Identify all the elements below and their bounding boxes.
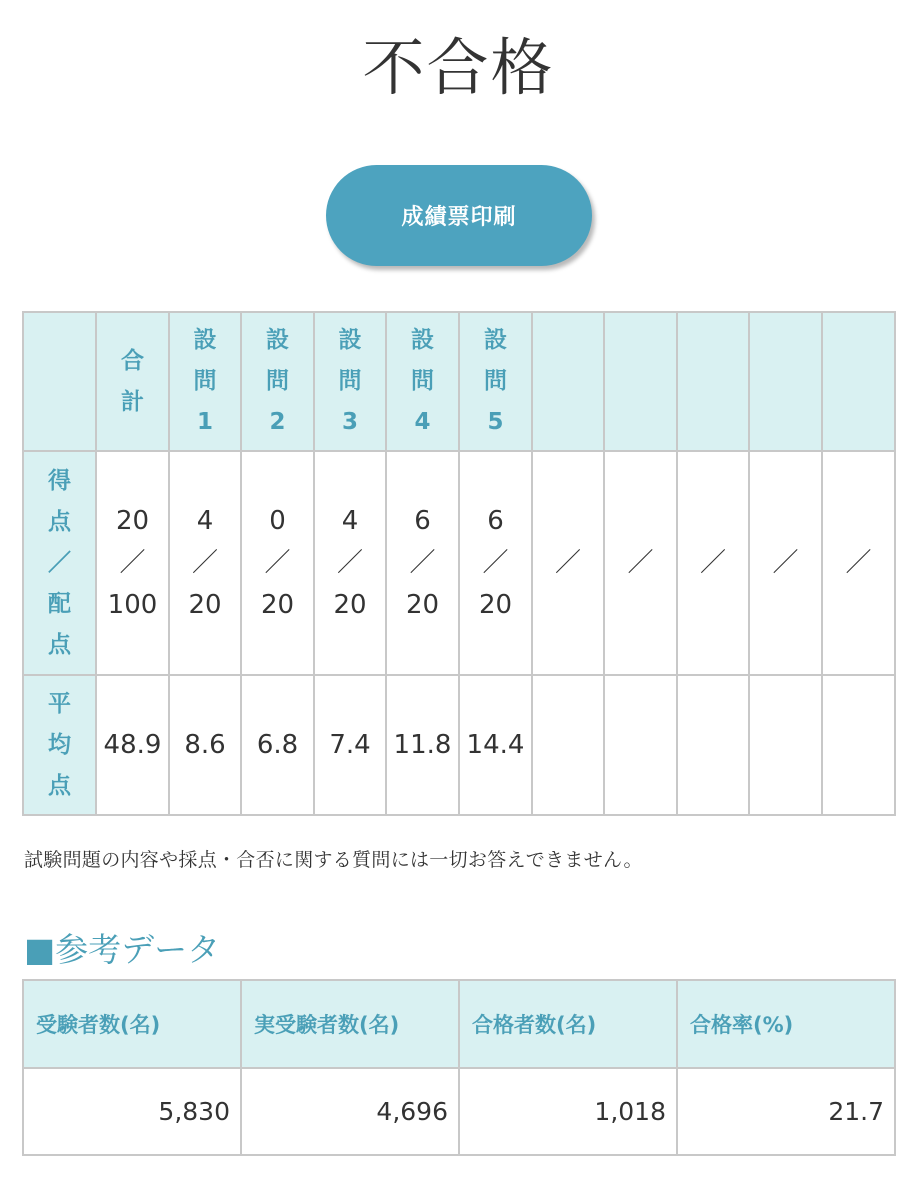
average-cell [532, 675, 604, 815]
score-table [22, 311, 896, 816]
score-row [23, 451, 895, 675]
notice-text: 試験問題の内容や採点・合否に関する質問には一切お答えできません。 [24, 849, 643, 871]
header-empty [532, 312, 604, 451]
cell-line: ／ [336, 548, 363, 578]
reference-header-examinees: 受験者数(名) [23, 980, 241, 1068]
cell-line: ／ [845, 548, 872, 578]
cell-line: 設 [193, 327, 217, 353]
score-cell [604, 451, 677, 675]
cell-line: 1 [196, 409, 213, 435]
cell-line: 6 [487, 506, 504, 536]
cell-line: 3 [341, 409, 358, 435]
header-empty [822, 312, 895, 451]
cell-line: 設 [338, 327, 362, 353]
cell-line: 4 [341, 506, 359, 536]
score-cell [241, 451, 314, 675]
cell-line: ／ [119, 548, 146, 578]
header-empty [677, 312, 749, 451]
reference-value-passers: 1,018 [459, 1068, 677, 1155]
average-cell: 7.4 [314, 675, 386, 815]
reference-value-actual-examinees: 4,696 [241, 1068, 459, 1155]
reference-header-pass-rate: 合格率(%) [677, 980, 895, 1068]
average-cell: 6.8 [241, 675, 314, 815]
average-cell: 11.8 [386, 675, 459, 815]
cell-line: 100 [107, 590, 158, 620]
cell-line: 20 [260, 590, 295, 620]
score-cell [169, 451, 241, 675]
average-cell [604, 675, 677, 815]
cell-line: 20 [115, 506, 150, 536]
header-question-3 [314, 312, 386, 451]
cell-line: ／ [554, 548, 581, 578]
score-cell [314, 451, 386, 675]
header-question-4 [386, 312, 459, 451]
cell-line: 20 [188, 590, 222, 620]
cell-line: ／ [264, 548, 291, 578]
average-cell [822, 675, 895, 815]
corner-cell [23, 312, 96, 451]
cell-line: ／ [48, 549, 71, 576]
score-cell [677, 451, 749, 675]
cell-line: 20 [333, 590, 367, 620]
average-cell: 14.4 [459, 675, 532, 815]
score-cell [822, 451, 895, 675]
print-report-button[interactable] [326, 165, 592, 266]
cell-line: ／ [482, 548, 509, 578]
cell-line: 問 [484, 368, 507, 394]
cell-line: 20 [478, 590, 513, 620]
average-row [23, 675, 895, 815]
score-cell [532, 451, 604, 675]
cell-line: 配 [48, 590, 71, 617]
cell-line: 2 [269, 409, 286, 435]
reference-header-passers: 合格者数(名) [459, 980, 677, 1068]
cell-line: 4 [196, 506, 214, 536]
header-empty [604, 312, 677, 451]
score-table-header-row [23, 312, 895, 451]
cell-line: 計 [121, 388, 144, 415]
cell-line: 5 [487, 409, 504, 435]
cell-line: 設 [266, 327, 289, 353]
cell-line: ／ [699, 548, 726, 578]
cell-line: 均 [48, 731, 71, 758]
header-question-2 [241, 312, 314, 451]
reference-value-examinees: 5,830 [23, 1068, 241, 1155]
score-cell [386, 451, 459, 675]
cell-line: 問 [193, 368, 217, 394]
print-report-button-label: 成績票印刷 [401, 205, 517, 230]
score-cell [96, 451, 169, 675]
reference-value-row [23, 1068, 895, 1155]
cell-line: 合 [121, 347, 144, 374]
average-cell [749, 675, 822, 815]
cell-line: 問 [266, 368, 289, 394]
cell-line: 問 [338, 368, 362, 394]
cell-line: 設 [411, 327, 434, 353]
result-title: 不合格 [362, 31, 555, 104]
average-row-label [23, 675, 96, 815]
cell-line: 問 [411, 368, 434, 394]
cell-line: 点 [48, 772, 71, 799]
header-question-5 [459, 312, 532, 451]
score-cell [749, 451, 822, 675]
cell-line: 得 [48, 467, 71, 494]
header-empty [749, 312, 822, 451]
average-cell: 48.9 [96, 675, 169, 815]
cell-line: ／ [409, 548, 436, 578]
header-question-1 [169, 312, 241, 451]
cell-line: 6 [414, 506, 431, 536]
cell-line: ／ [772, 548, 799, 578]
reference-header-row [23, 980, 895, 1068]
header-total [96, 312, 169, 451]
cell-line: ／ [191, 548, 218, 578]
average-cell: 8.6 [169, 675, 241, 815]
score-cell [459, 451, 532, 675]
cell-line: ／ [627, 548, 654, 578]
score-row-label [23, 451, 96, 675]
reference-table [22, 979, 896, 1156]
cell-line: 20 [405, 590, 440, 620]
cell-line: 点 [48, 508, 71, 535]
reference-value-pass-rate: 21.7 [677, 1068, 895, 1155]
reference-heading: ■参考データ [24, 930, 221, 969]
cell-line: 平 [48, 690, 71, 717]
cell-line: 点 [48, 631, 71, 658]
average-cell [677, 675, 749, 815]
cell-line: 0 [269, 506, 286, 536]
cell-line: 設 [484, 327, 507, 353]
cell-line: 4 [414, 409, 431, 435]
reference-header-actual-examinees: 実受験者数(名) [241, 980, 459, 1068]
